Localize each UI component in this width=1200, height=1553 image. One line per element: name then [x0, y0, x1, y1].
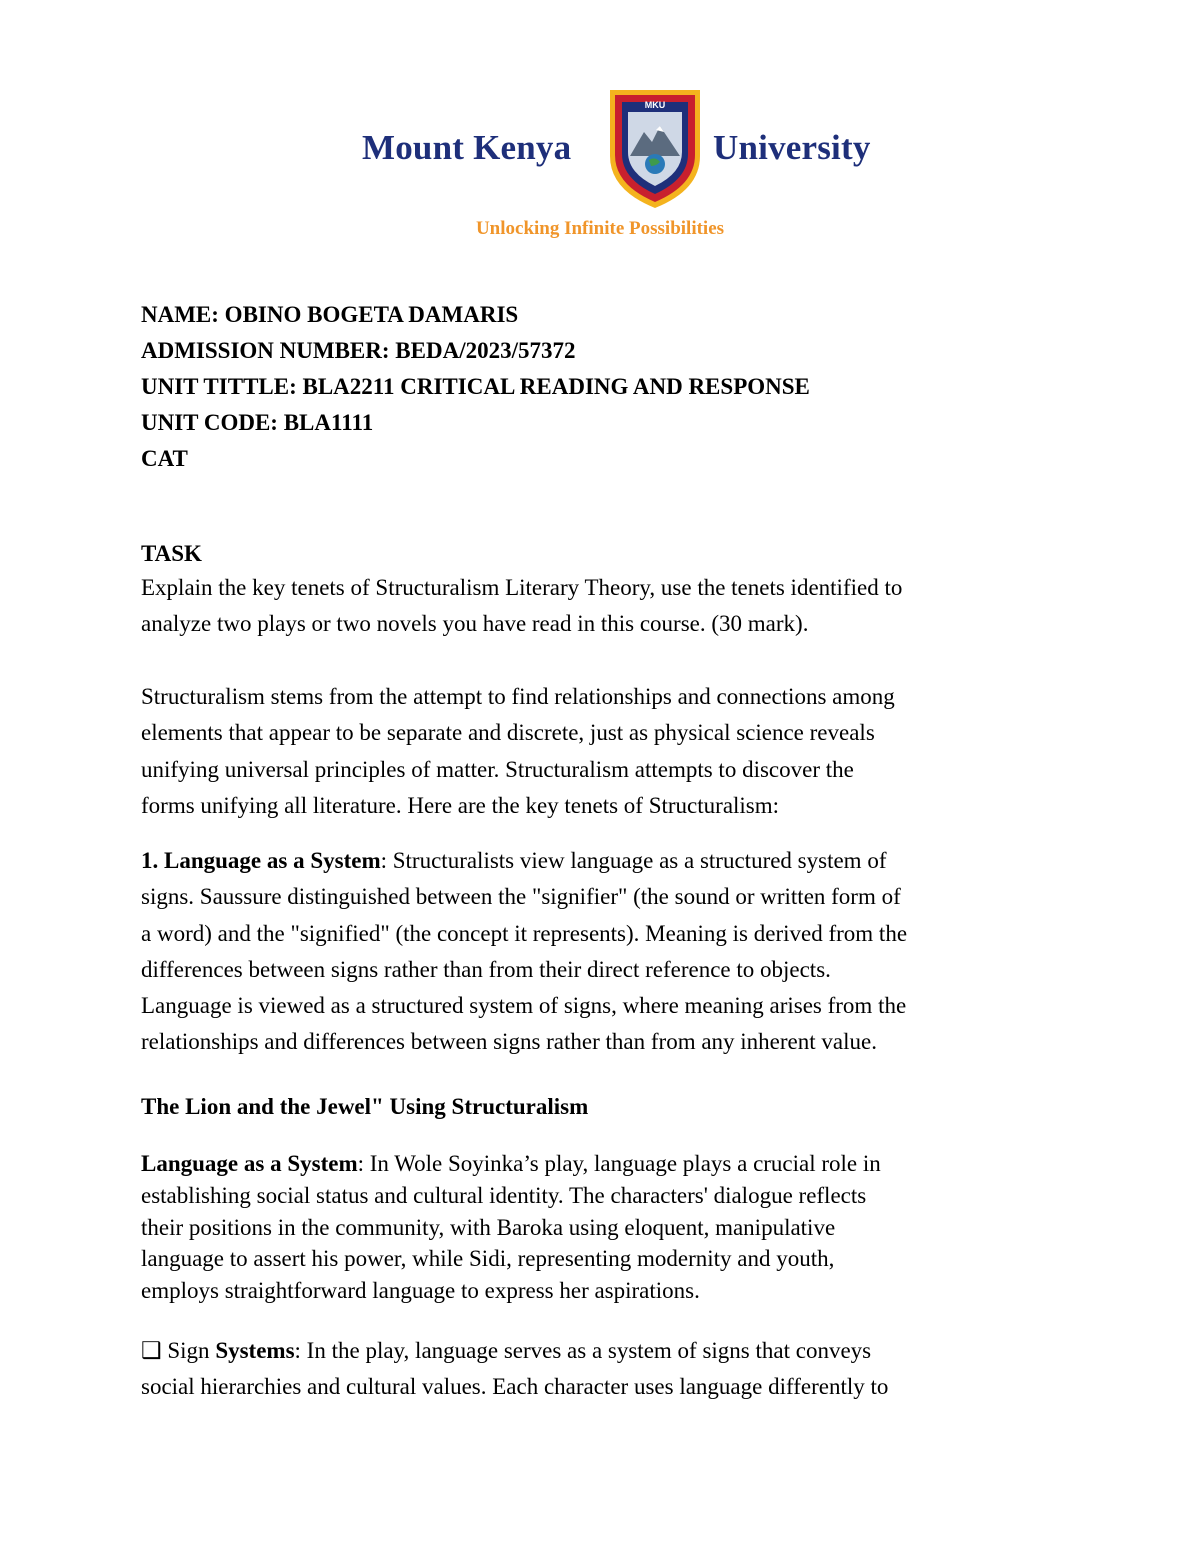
- intro-paragraph: [141, 679, 1066, 824]
- sign-systems-paragraph: [141, 1333, 1066, 1406]
- signs-line: social hierarchies and cultural values. Each character uses language differently to: [141, 1374, 889, 1400]
- signs-text: : In the play, language serves as a system of signs that conveys: [294, 1338, 872, 1363]
- analysis-line: language to assert his power, while Sidi, representing modernity and youth,: [141, 1246, 835, 1272]
- analysis-paragraph: [141, 1148, 1066, 1307]
- intro-line: elements that appear to be separate and discrete, just as physical science reveals: [141, 720, 875, 746]
- student-name: NAME: OBINO BOGETA DAMARIS: [141, 302, 519, 327]
- signs-label: Systems: [215, 1338, 295, 1363]
- unit-code: UNIT CODE: BLA1111: [141, 410, 374, 435]
- tenet-line: [141, 843, 1066, 879]
- assessment-type: CAT: [141, 446, 188, 471]
- tenet-line: differences between signs rather than from their direct reference to objects.: [141, 956, 831, 982]
- tenet-line: a word) and the "signified" (the concept it represents). Meaning is derived from the: [141, 920, 908, 946]
- logo-word-left: Mount Kenya: [362, 128, 572, 167]
- intro-line: Structuralism stems from the attempt to find relationships and connections among: [141, 684, 895, 709]
- signs-line: [141, 1333, 1066, 1369]
- logo-word-right: University: [713, 128, 871, 167]
- logo-tagline: Unlocking Infinite Possibilities: [475, 218, 725, 239]
- analysis-label: Language as a System: [141, 1151, 358, 1176]
- tenet-line: Language is viewed as a structured system of signs, where meaning arises from the: [141, 993, 907, 1019]
- analysis-line: employs straightforward language to express her aspirations.: [141, 1278, 700, 1304]
- tenet-1-paragraph: [141, 843, 1066, 1061]
- crest-icon: [604, 86, 706, 210]
- intro-line: forms unifying all literature. Here are the key tenets of Structuralism:: [141, 792, 780, 818]
- analysis-text: : In Wole Soyinka’s play, language plays a crucial role in: [357, 1151, 881, 1176]
- tenet-label: 1. Language as a System: [141, 848, 381, 873]
- analysis-line: establishing social status and cultural identity. The characters' dialogue reflects: [141, 1182, 867, 1208]
- bullet-text: ❑ Sign: [141, 1338, 216, 1363]
- crest-text: MKU: [644, 100, 666, 110]
- analysis-line: their positions in the community, with Baroka using eloquent, manipulative: [141, 1214, 836, 1240]
- section-heading: The Lion and the Jewel" Using Structuralism: [141, 1094, 589, 1119]
- tenet-line: relationships and differences between signs rather than from any inherent value.: [141, 1029, 877, 1055]
- tenet-line: signs. Saussure distinguished between the "signifier" (the sound or written form of: [141, 884, 901, 910]
- admission-number: ADMISSION NUMBER: BEDA/2023/57372: [141, 338, 576, 363]
- intro-line: unifying universal principles of matter. Structuralism attempts to discover the: [141, 756, 854, 782]
- tenet-text: : Structuralists view language as a structured system of: [380, 848, 887, 873]
- task-heading: TASK: [141, 541, 202, 566]
- unit-title: UNIT TITTLE: BLA2211 CRITICAL READING AND RESPONSE: [141, 374, 810, 399]
- task-text: [141, 570, 1066, 643]
- task-line: analyze two plays or two novels you have read in this course. (30 mark).: [141, 611, 809, 637]
- analysis-line: [141, 1148, 1066, 1180]
- task-line: Explain the key tenets of Structuralism Literary Theory, use the tenets identified to: [141, 575, 903, 600]
